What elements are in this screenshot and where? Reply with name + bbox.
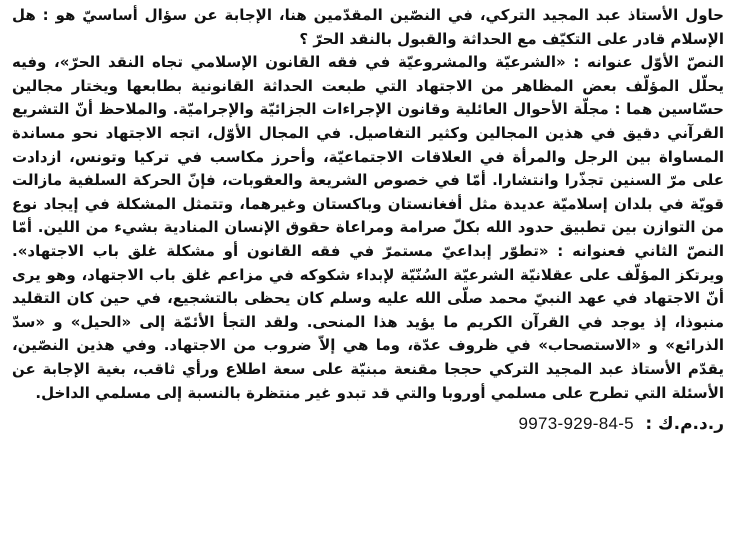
isbn-line — [12, 411, 724, 437]
intro-paragraph: حاول الأستاذ عبد المجيد التركي، في النصّين المقدّمين هنا، الإجابة عن سؤال أساسيّ هو : هل الإسلام قادر على التكيّف مع الحداثة والقبول بالنقد الحرّ ؟ — [12, 6, 724, 48]
isbn-label: ر.د.م.ك : — [645, 414, 724, 435]
isbn-number: 9973-929-84-5 — [518, 414, 634, 434]
body-paragraph: النصّ الأوّل عنوانه : «الشرعيّة والمشروعيّة في فقه القانون الإسلامي تجاه النقد الحرّ»، وفيه يحلّل المؤلّف بعض المظاهر من الاجتهاد التي طبعت الحداثة القانونية بطابعها ويختار مجالين حسّاسين هما : مجلّة الأحوال العائلية وقانون الإجراءات الجزائيّة والإجراميّة. والملاحظ أنّ التشريع القرآني دقيق في هذين المجالين وكثير التفاصيل. في المجال الأوّل، اتجه الاجتهاد نحو مساندة المساواة بين الرجل والمرأة في العلاقات الاجتماعيّة، وأحرز مكاسب في تركيا وتونس، ازدادت على مرّ السنين تجذّرا وانتشارا. أمّا في خصوص الشريعة والعقوبات، فإنّ الحركة السلفية مازالت قويّة في بلدان إسلاميّة عديدة مثل أفغانستان وباكستان وغيرهما، وتتمثل المشكلة في إيجاد نوع من التوازن بين تطبيق حدود الله بكلّ صرامة ومراعاة حقوق الإنسان المنادية بشيء من اللين. أمّا النصّ الثاني فعنوانه : «تطوّر إبداعيّ مستمرّ في فقه القانون أو مشكلة غلق باب الاجتهاد». ويرتكز المؤلّف على عقلانيّة الشرعيّة السُنّيّة لإبداء شكوكه في مزاعم غلق باب الاجتهاد، وهو يرى أنّ الاجتهاد في عهد النبيّ محمد صلّى الله عليه وسلم كان يحظى بالتشجيع، في حين كان التقليد منبوذا، إذ يوجد في القرآن الكريم ما يؤيد هذا المنحى. ولقد التجأ الأئمّة إلى «الحيل» و «سدّ الذرائع» و «الاستصحاب» في ظروف عدّة، وما هي إلاّ ضروب من الاجتهاد. وفي هذين النصّين، يقدّم الأستاذ عبد المجيد التركي حججا مقنعة مبنيّة على سعة اطلاع ورأي ثاقب، بغية الإجابة عن الأسئلة التي تطرح على مسلمي أوروبا والتي قد تبدو غير منتظرة بالنسبة إلى مسلمي الداخل. — [12, 53, 724, 402]
document-page — [12, 4, 724, 553]
